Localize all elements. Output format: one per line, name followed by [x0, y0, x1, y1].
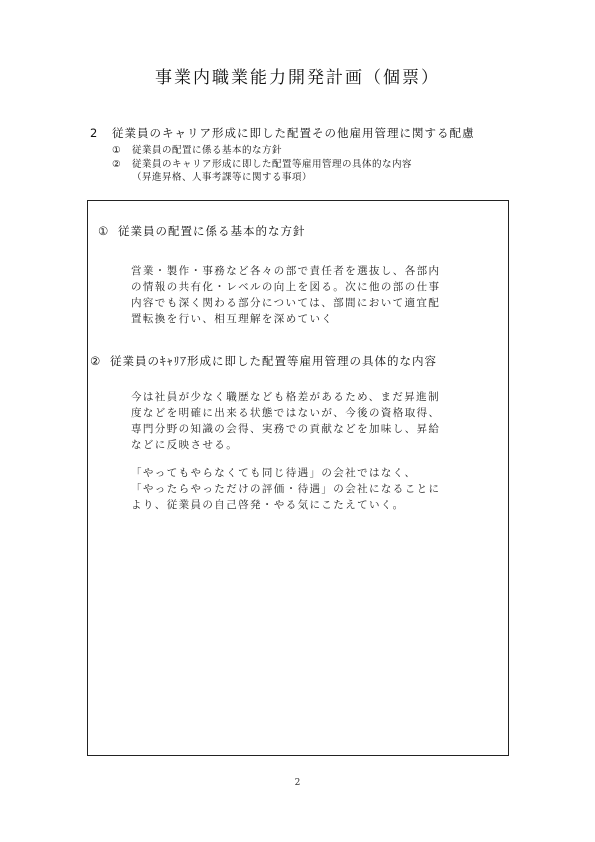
text-line: 専門分野の知識の会得、実務での貢献などを加味し、昇給 [131, 423, 441, 435]
contents-item-marker: ① [112, 145, 122, 156]
policy-heading-marker: ① [98, 224, 110, 238]
contents-item-2 [112, 158, 412, 172]
text-line: 今は社員が少なく職歴なども格差があるため、まだ昇進制 [131, 391, 440, 403]
contents-item-marker: ② [112, 158, 122, 170]
evaluation-paragraph [131, 465, 481, 513]
promotion-paragraph [131, 389, 481, 453]
section-heading [90, 125, 475, 141]
text-line: 「やってもやらなくても同じ待遇」の会社ではなく、 [131, 467, 417, 479]
section-number: 2 [90, 126, 99, 140]
text-line: 営業・製作・事務など各々の部で責任者を選抜し、各部内 [131, 265, 441, 277]
contents-item-text: 従業員の配置に係る基本的な方針 [132, 145, 283, 156]
content-box [87, 200, 509, 756]
text-line: 度などを明確に出来る状態ではないが、今後の資格取得、 [131, 407, 441, 419]
text-line: などに反映させる。 [131, 439, 239, 451]
career-placement-heading [90, 353, 437, 369]
text-line: 「やったらやっただけの評価・待遇」の会社になることに [131, 483, 441, 495]
contents-item-1 [112, 144, 412, 158]
contents-note: （昇進昇格、人事考課等に関する事項） [132, 172, 313, 183]
section-heading-text: 従業員のキャリア形成に即した配置その他雇用管理に関する配慮 [112, 126, 475, 140]
policy-paragraph [131, 263, 481, 327]
text-line: 置転換を行い、相互理解を深めていく [131, 313, 334, 325]
policy-heading [98, 223, 306, 239]
text-line: 内容でも深く関わる部分については、部間において適宜配 [131, 297, 441, 309]
career-placement-heading-marker: ② [90, 354, 102, 368]
text-line: より、従業員の自己啓発・やる気にこたえていく。 [131, 499, 405, 511]
career-placement-heading-text: 従業員のｷｬﾘｱ形成に即した配置等雇用管理の具体的な内容 [110, 354, 437, 368]
document-title: 事業内職業能力開発計画（個票） [155, 68, 440, 88]
contents-item-text: 従業員のキャリア形成に即した配置等雇用管理の具体的な内容 [132, 158, 413, 170]
text-line: の情報の共有化・レベルの向上を図る。次に他の部の仕事 [131, 281, 441, 293]
page-number: 2 [294, 778, 301, 788]
policy-heading-text: 従業員の配置に係る基本的な方針 [118, 224, 306, 238]
section-contents-list [112, 144, 412, 185]
